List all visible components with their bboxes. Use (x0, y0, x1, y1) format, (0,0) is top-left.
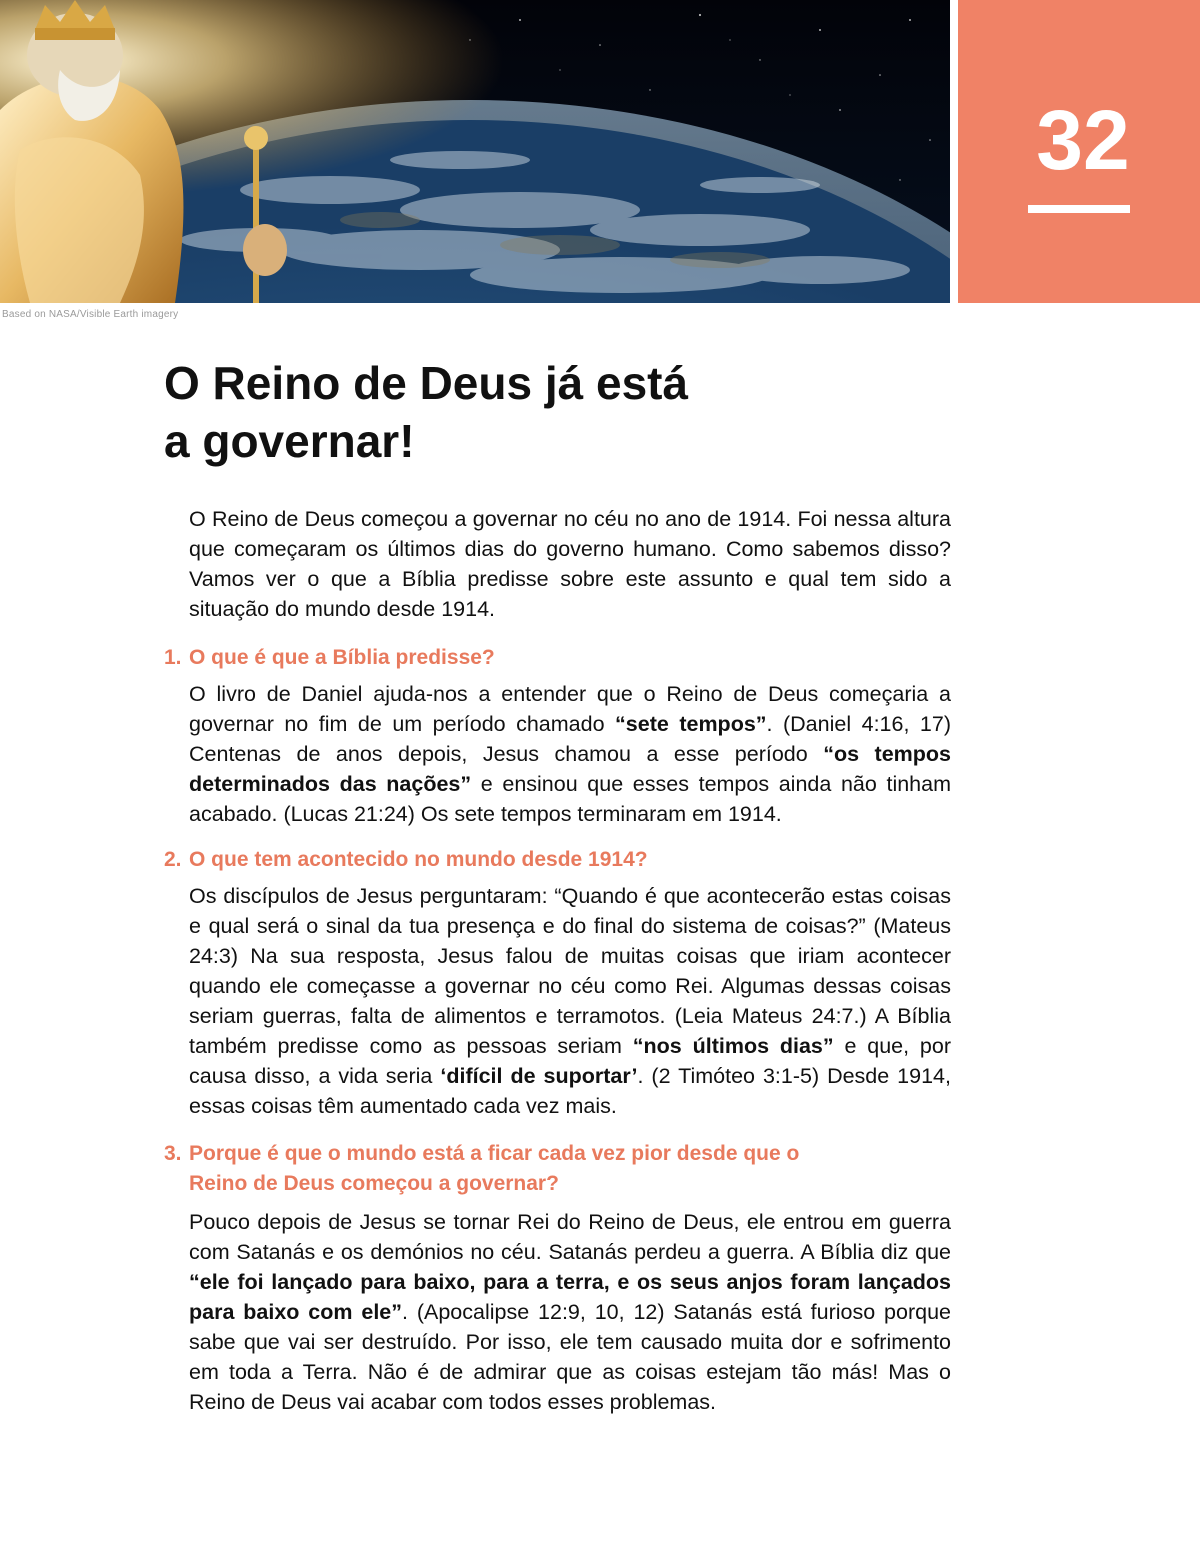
answer-2-paragraph (189, 881, 951, 1121)
answer-2-bold-b: ‘difícil de suportar’ (440, 1064, 638, 1088)
answer-1-paragraph (189, 679, 951, 829)
page-title (164, 354, 688, 470)
question-2-number: 2. (164, 848, 182, 871)
intro-paragraph: O Reino de Deus começou a governar no céu no ano de 1914. Foi nessa altura que começaram os últimos dias do governo humano. Como sabemos disso? Vamos ver o que a Bíblia predisse sobre este assunto e qual tem sido a situação do mundo desde 1914. (189, 507, 951, 621)
lesson-number-box (958, 0, 1200, 303)
question-2-heading (164, 845, 954, 875)
answer-2-text-c: . (2 Timóteo 3:1-5) Desde 1914, essas coisas têm aumentado cada vez mais. (189, 1064, 951, 1118)
question-1-number: 1. (164, 646, 182, 669)
hero-illustration (0, 0, 950, 303)
lesson-number-underline (1028, 205, 1130, 213)
question-2-text: O que tem acontecido no mundo desde 1914? (189, 848, 648, 871)
question-3-number: 3. (164, 1142, 182, 1165)
question-3-text-line-2: Reino de Deus começou a governar? (189, 1172, 559, 1195)
answer-3-paragraph (189, 1207, 951, 1417)
answer-3-text-a: Pouco depois de Jesus se tornar Rei do Reino de Deus, ele entrou em guerra com Satanás e os demónios no céu. Satanás perdeu a guerra. A Bíblia diz que (189, 1210, 951, 1264)
earth-king-illustration (0, 0, 950, 303)
answer-2-bold-a: “nos últimos dias” (632, 1034, 834, 1058)
answer-1-text-b: . (Daniel 4:16, 17) Centenas de anos depois, Jesus chamou a esse período (189, 712, 951, 766)
page-title-line-1: O Reino de Deus já está (164, 357, 689, 409)
answer-2-text-b: e que, por causa disso, a vida seria (189, 1034, 952, 1088)
answer-3-text-b: . (Apocalipse 12:9, 10, 12) Satanás está furioso porque sabe que vai ser destruído. Por isso, ele tem causado muita dor e sofrimento em toda a Terra. Não é de admirar que as coisas estejam tão más! Mas o Reino de Deus vai acabar com todos esses problemas. (189, 1300, 951, 1414)
answer-3-bold-a: “ele foi lançado para baixo, para a terra, e os seus anjos foram lançados para baixo com ele” (189, 1270, 951, 1324)
lesson-number: 32 (1036, 93, 1130, 187)
image-credit: Based on NASA/Visible Earth imagery (2, 309, 179, 320)
question-3-text-line-1: Porque é que o mundo está a ficar cada vez pior desde que o (189, 1142, 800, 1165)
question-1-text: O que é que a Bíblia predisse? (189, 646, 495, 669)
answer-1-bold-b: “os tempos determinados das nações” (189, 742, 952, 796)
page-title-line-2: a governar! (164, 415, 415, 467)
question-1-heading (164, 643, 954, 673)
answer-1-bold-a: “sete tempos” (615, 712, 767, 736)
answer-1-text-c: e ensinou que esses tempos ainda não tinham acabado. (Lucas 21:24) Os sete tempos terminaram em 1914. (189, 772, 951, 826)
question-3-heading (164, 1139, 954, 1199)
answer-2-text-a: Os discípulos de Jesus perguntaram: “Quando é que acontecerão estas coisas e qual será o sinal da tua presença e do final do sistema de coisas?” (Mateus 24:3) Na sua resposta, Jesus falou de muitas coisas que iriam acontecer quando ele começasse a governar no céu como Rei. Algumas dessas coisas seriam guerras, falta de alimentos e terramotos. (Leia Mateus 24:7.) A Bíblia também predisse como as pessoas seriam (189, 884, 951, 1058)
answer-1-text-a: O livro de Daniel ajuda-nos a entender que o Reino de Deus começaria a governar no fim de um período chamado (189, 682, 951, 736)
